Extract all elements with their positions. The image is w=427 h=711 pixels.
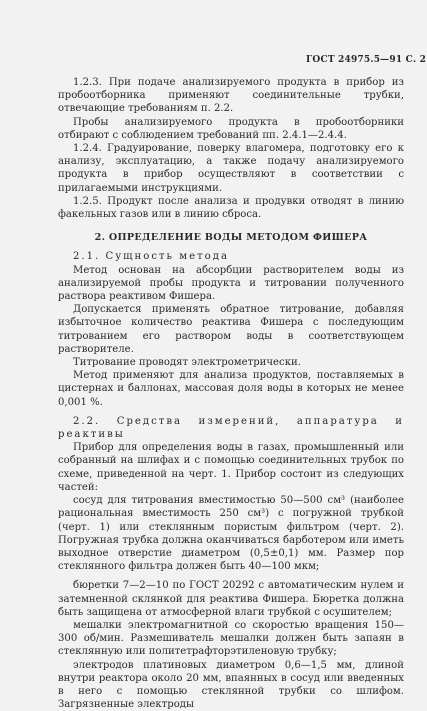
paragraph-electrometric: Титрование проводят электрометрически. — [73, 357, 301, 369]
paragraph-method-basis: Метод основан на абсорбции растворителем воды из анализируемой пробы продукта и титровании полученного раствора реактивом Фишера. — [58, 264, 404, 303]
subsection-2-2: 2.2. Средства измерений, аппаратура и реактивы — [58, 415, 404, 441]
paragraph-1-2-4: 1.2.4. Градуирование, поверку влагомера, подготовку его к анализу, эксплуатацию, а также подачу анализируемого продукта в прибор осуществляют в соответствии с прилагаемыми инструкциями. — [58, 143, 404, 194]
paragraph-stirrer: мешалки электромагнитной со скоростью вращения 150—300 об/мин. Размешиватель мешалки должен быть запаян в стеклянную или политетрафторэтиленовую трубку; — [58, 619, 404, 658]
paragraph-titration-vessel: сосуд для титрования вместимостью 50—500 см³ (наиболее рациональная вместимость 250 см³) с погружной трубкой (черт. 1) или стеклянным пористым фильтром (черт. 2). Погружная трубка должна оканчиваться барботером или иметь выходное отверстие диаметром (0,5±0,1) мм. Размер пор стеклянного фильтра должен быть 40—100 мкм; — [58, 495, 404, 573]
paragraph-sampling: Пробы анализируемого продукта в пробоотборники отбирают с соблюдением требований пп. 2.4.1—2.4.4. — [58, 116, 404, 141]
paragraph-apparatus: Прибор для определения воды в газах, промышленный или собранный на шлифах и с помощью соединительных трубок по схеме, приведенной на черт. 1. Прибор состоит из следующих частей: — [58, 442, 404, 493]
paragraph-1-2-3: 1.2.3. При подаче анализируемого продукта в прибор из пробоотборника применяют соединительные трубки, отвечающие требованиям п. 2.2. — [58, 77, 404, 115]
subsection-2-1: 2.1. Сущность метода — [73, 251, 229, 263]
page-header: ГОСТ 24975.5—91 С. 2 — [306, 55, 427, 65]
paragraph-application: Метод применяют для анализа продуктов, поставляемых в цистернах и баллонах, массовая доля воды в которых не менее 0,001 %. — [58, 370, 404, 408]
paragraph-back-titration: Допускается применять обратное титрование, добавляя избыточное количество реактива Фишера с последующим титрованием его раствором воды в соответствующем растворителе. — [58, 304, 404, 355]
paragraph-electrodes: электродов платиновых диаметром 0,6—1,5 мм, длиной внутри реактора около 20 мм, впаянных в сосуд или введенных в него с помощью стеклянной трубки со шлифом. Загрязненные электроды — [58, 659, 404, 711]
paragraph-1-2-5: 1.2.5. Продукт после анализа и продувки отводят в линию факельных газов или в линию сброса. — [58, 195, 404, 221]
paragraph-burettes: бюретки 7—2—10 по ГОСТ 20292 с автоматическим нулем и затемненной склянкой для реактива Фишера. Бюретка должна быть защищена от атмосферной влаги трубкой с осушителем; — [58, 580, 404, 618]
page-body — [58, 76, 404, 711]
section-title: 2. ОПРЕДЕЛЕНИЕ ВОДЫ МЕТОДОМ ФИШЕРА — [94, 232, 368, 244]
